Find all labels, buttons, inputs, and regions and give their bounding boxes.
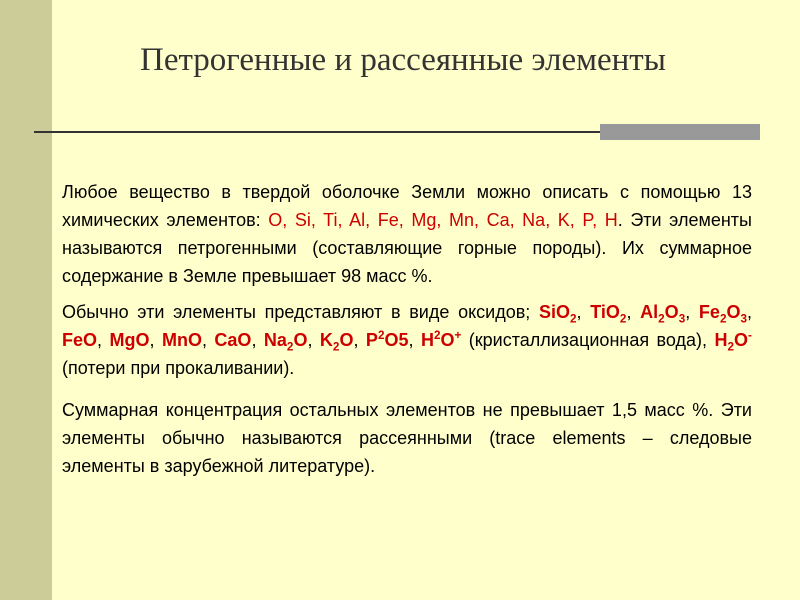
formula-separator: , [353, 330, 366, 350]
oxide-formula [62, 330, 97, 350]
formula-part: 3 [740, 312, 747, 326]
oxide-formula [319, 330, 354, 354]
slide-title: Петрогенные и рассеянные элементы [140, 42, 666, 78]
formula-part: Fe [698, 302, 720, 322]
formula-part: 2 [332, 340, 340, 354]
formula-separator: , [97, 330, 110, 350]
paragraph-petrogenic [62, 178, 752, 290]
formula-part: O [734, 330, 749, 350]
oxide-formula [539, 302, 577, 326]
formula-separator: , [576, 302, 591, 322]
formula-part: O [664, 302, 679, 322]
petrogenic-element-list: O, Si, Ti, Al, Fe, Mg, Mn, Ca, Na, K, P, H [268, 210, 618, 230]
oxide-formula [263, 330, 308, 354]
formula-part: H [420, 330, 434, 350]
formula-part: 2 [727, 340, 735, 354]
oxide-formula [698, 302, 747, 326]
formula-part: O5 [384, 330, 409, 350]
formula-part: Na [263, 330, 287, 350]
paragraph2-intro: Обычно эти элементы представляют в виде оксидов; [62, 302, 539, 322]
paragraph1-intro: Любое вещество в твердой оболочке Земли можно описать с помощью 13 химических элементов: [62, 182, 752, 230]
water-loss-formula [714, 329, 752, 354]
formula-part: 2 [286, 340, 294, 354]
paragraph2-rest: (потери при прокаливании). [62, 358, 295, 378]
formula-part: FeO [62, 330, 98, 350]
title-divider-accent [600, 124, 760, 140]
formula-part: K [319, 330, 333, 350]
formula-part: 2 [719, 312, 727, 326]
formula-separator: , [408, 330, 421, 350]
formula-part: TiO [590, 302, 620, 322]
oxide-formula [590, 302, 627, 326]
formula-part: CaO [214, 330, 252, 350]
formula-separator: , [307, 330, 320, 350]
formula-part: MnO [161, 330, 202, 350]
formula-separator: , [626, 302, 641, 322]
oxide-formula [162, 330, 202, 350]
water-note: (кристаллизационная вода), [461, 330, 715, 350]
sidebar-decoration [0, 0, 52, 600]
paragraph1-rest: . Эти элементы называются петрогенными (составляющие горные породы). Их суммарное содержание в Земле превышает 98 масс %. [62, 210, 752, 286]
formula-part: + [454, 329, 462, 342]
formula-part: 2 [619, 312, 627, 326]
formula-part: SiO [539, 302, 571, 322]
formula-separator: , [201, 330, 215, 350]
formula-part: MgO [109, 330, 150, 350]
oxide-formula [640, 302, 686, 326]
oxide-formula [214, 330, 251, 350]
formula-separator: , [251, 330, 264, 350]
formula-part: O [440, 330, 455, 350]
oxide-formula [421, 330, 461, 350]
oxide-formula [109, 330, 149, 350]
formula-part: 2 [658, 312, 665, 326]
formula-separator: , [746, 302, 752, 322]
formula-part: Al [640, 302, 659, 322]
formula-part: P [365, 330, 378, 350]
slide-content [62, 178, 752, 480]
formula-separator: , [685, 302, 699, 322]
formula-part: H [714, 330, 728, 350]
formula-part: 2 [570, 312, 577, 326]
formula-part: O [293, 330, 308, 350]
formula-part: 3 [678, 312, 686, 326]
formula-part: 2 [377, 329, 385, 342]
oxide-formula [366, 330, 409, 350]
formula-part: O [726, 302, 741, 322]
formula-part: 2 [433, 329, 441, 342]
paragraph-trace-elements: Суммарная концентрация остальных элементов не превышает 1,5 масс %. Эти элементы обычно называются рассеянными (trace elements – следовые элементы в зарубежной литературе). [62, 400, 752, 476]
formula-part: - [748, 329, 752, 342]
paragraph-oxides [62, 298, 752, 382]
formula-part: O [339, 330, 354, 350]
formula-separator: , [149, 330, 162, 350]
